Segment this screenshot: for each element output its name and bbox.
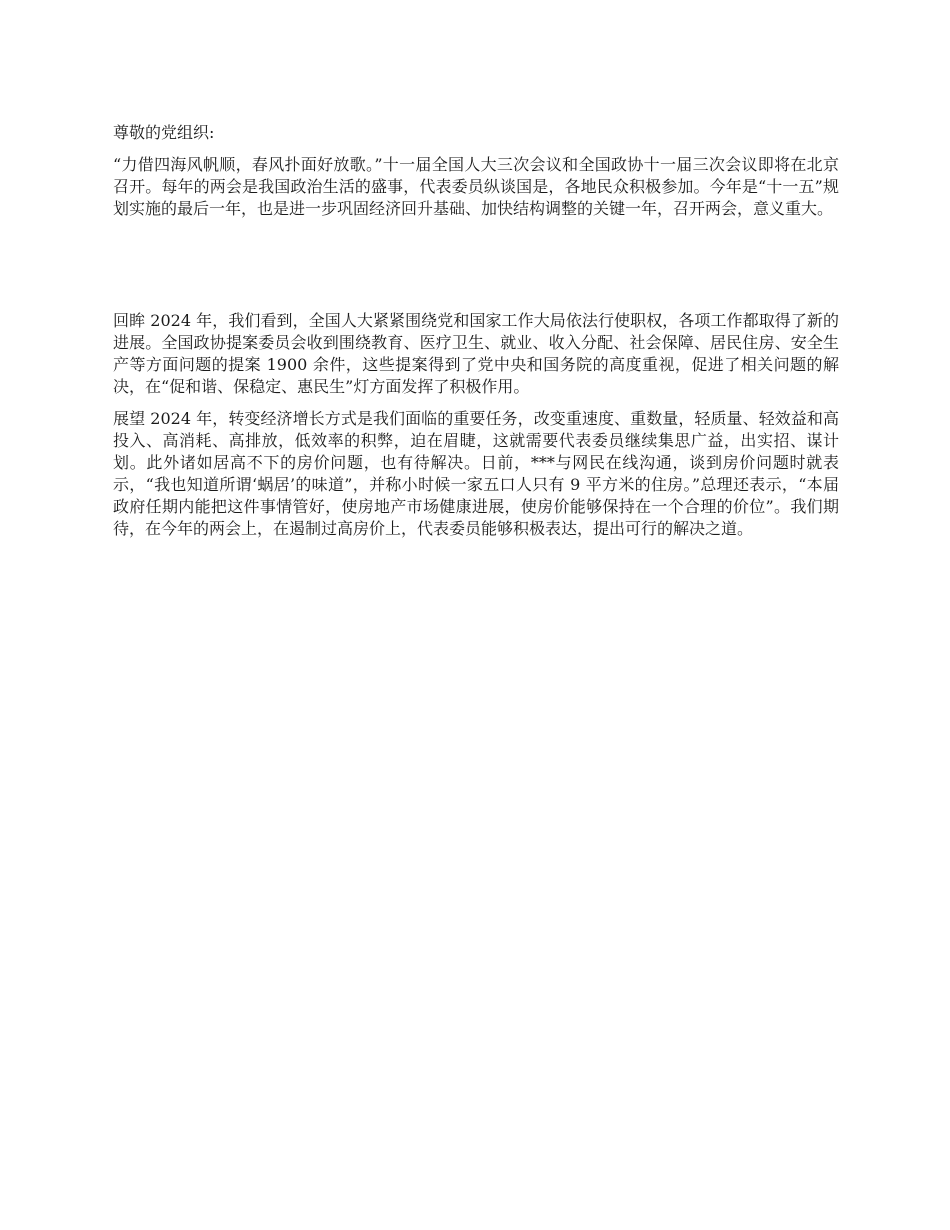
blank-spacer [113, 230, 839, 310]
paragraph-intro: “力借四海风帆顺，春风扑面好放歌。”十一届全国人大三次会议和全国政协十一届三次会议即将在北京召开。每年的两会是我国政治生活的盛事，代表委员纵谈国是，各地民众积极参加。今年是“十一五”规划实施的最后一年，也是进一步巩固经济回升基础、加快结构调整的关键一年，召开两会，意义重大。 [113, 155, 839, 218]
salutation: 尊敬的党组织: [113, 123, 215, 142]
paragraph-outlook: 展望 2024 年，转变经济增长方式是我们面临的重要任务，改变重速度、重数量，轻质量、轻效益和高投入、高消耗、高排放，低效率的积弊，迫在眉睫，这就需要代表委员继续集思广益，出实招、谋计划。此外诸如居高不下的房价问题，也有待解决。日前，***与网民在线沟通，谈到房价问题时就表示，“我也知道所谓‘蜗居’的味道”，并称小时候一家五口人只有 9 平方米的住房。”总理还表示，“本届政府任期内能把这件事情管好，使房地产市场健康进展，使房价能够保持在一个合理的价位”。我们期待，在今年的两会上，在遏制过高房价上，代表委员能够积极表达，提出可行的解决之道。 [113, 409, 839, 538]
letter-body [113, 122, 839, 550]
paragraph-review: 回眸 2024 年，我们看到，全国人大紧紧围绕党和国家工作大局依法行使职权，各项工作都取得了新的进展。全国政协提案委员会收到围绕教育、医疗卫生、就业、收入分配、社会保障、居民住房、安全生产等方面问题的提案 1900 余件，这些提案得到了党中央和国务院的高度重视，促进了相关问题的解决，在“促和谐、保稳定、惠民生”灯方面发挥了积极作用。 [113, 311, 839, 396]
